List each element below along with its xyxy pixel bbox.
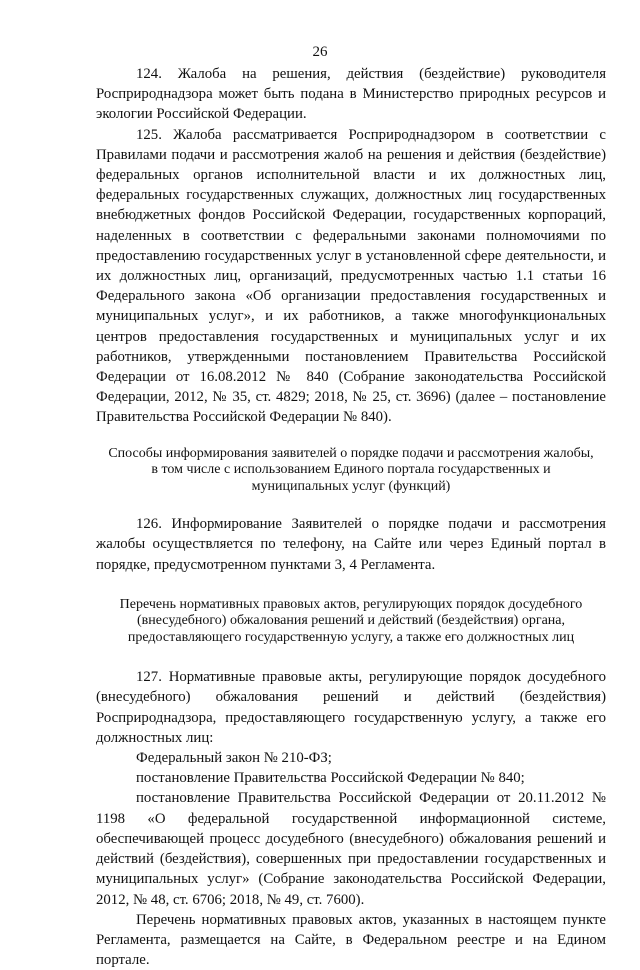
- closing-paragraph: Перечень нормативных правовых актов, указанных в настоящем пункте Регламента, размещается на Сайте, в Федеральном реестре и на Едином портале.: [96, 911, 606, 969]
- page-number: 26: [312, 44, 328, 60]
- legal-act-item: Федеральный закон № 210-ФЗ;: [136, 750, 332, 767]
- paragraph-125: 125. Жалоба рассматривается Росприроднадзором в соответствии с Правилами подачи и рассмотрения жалоб на решения и действия (бездействие) федеральных органов исполнительной власти и их должностных лиц, федеральных государственных служащих, должностных лиц государственных внебюджетных фондов Российской Федерации, государственных корпораций, наделенных в соответствии с федеральными законами полномочиями по предоставлению государственных услуг в установленной сфере деятельности, и их должностных лиц, организаций, предусмотренных частью 1.1 статьи 16 Федерального закона «Об организации предоставления государственных и муниципальных услуг», и их работников, а также многофункциональных центров предоставления государственных и муниципальных услуг и их работников, утвержденными постановлением Правительства Российской Федерации от 16.08.2012 № 840 (Собрание законодательства Российской Федерации, 2012, № 35, ст. 4829; 2018, № 25, ст. 3696) (далее – постановление Правительства Российской Федерации № 840).: [96, 126, 606, 426]
- paragraph-127: 127. Нормативные правовые акты, регулирующие порядок досудебного (внесудебного) обжалования решений и действий (бездействия) Росприроднадзора, предоставляющего государственную услугу, а также его должностных лиц:: [96, 669, 606, 746]
- section-heading-informing: Способы информирования заявителей о порядке подачи и рассмотрения жалобы, в том числе с использованием Единого портала государственных и муниципальных услуг (функций): [108, 445, 594, 494]
- legal-act-item: постановление Правительства Российской Федерации № 840;: [136, 770, 525, 787]
- paragraph-124: 124. Жалоба на решения, действия (бездействие) руководителя Росприроднадзора может быть подана в Министерство природных ресурсов и экологии Российской Федерации.: [96, 66, 606, 123]
- section-heading-legal-acts: Перечень нормативных правовых актов, регулирующих порядок досудебного (внесудебного) обжалования решений и действий (бездействия) органа, предоставляющего государственную услугу, а также его должностных лиц: [119, 596, 583, 645]
- legal-act-item: постановление Правительства Российской Федерации от 20.11.2012 № 1198 «О федеральной государственной информационной системе, обеспечивающей процесс досудебного (внесудебного) обжалования решений и действий (бездействия), совершенных при предоставлении государственных и муниципальных услуг» (Собрание законодательства Российской Федерации, 2012, № 48, ст. 6706; 2018, № 49, ст. 7600).: [96, 790, 606, 908]
- paragraph-126: 126. Информирование Заявителей о порядке подачи и рассмотрения жалобы осуществляется по телефону, на Сайте или через Единый портал в порядке, предусмотренном пунктами 3, 4 Регламента.: [96, 516, 606, 573]
- document-body: [96, 64, 606, 970]
